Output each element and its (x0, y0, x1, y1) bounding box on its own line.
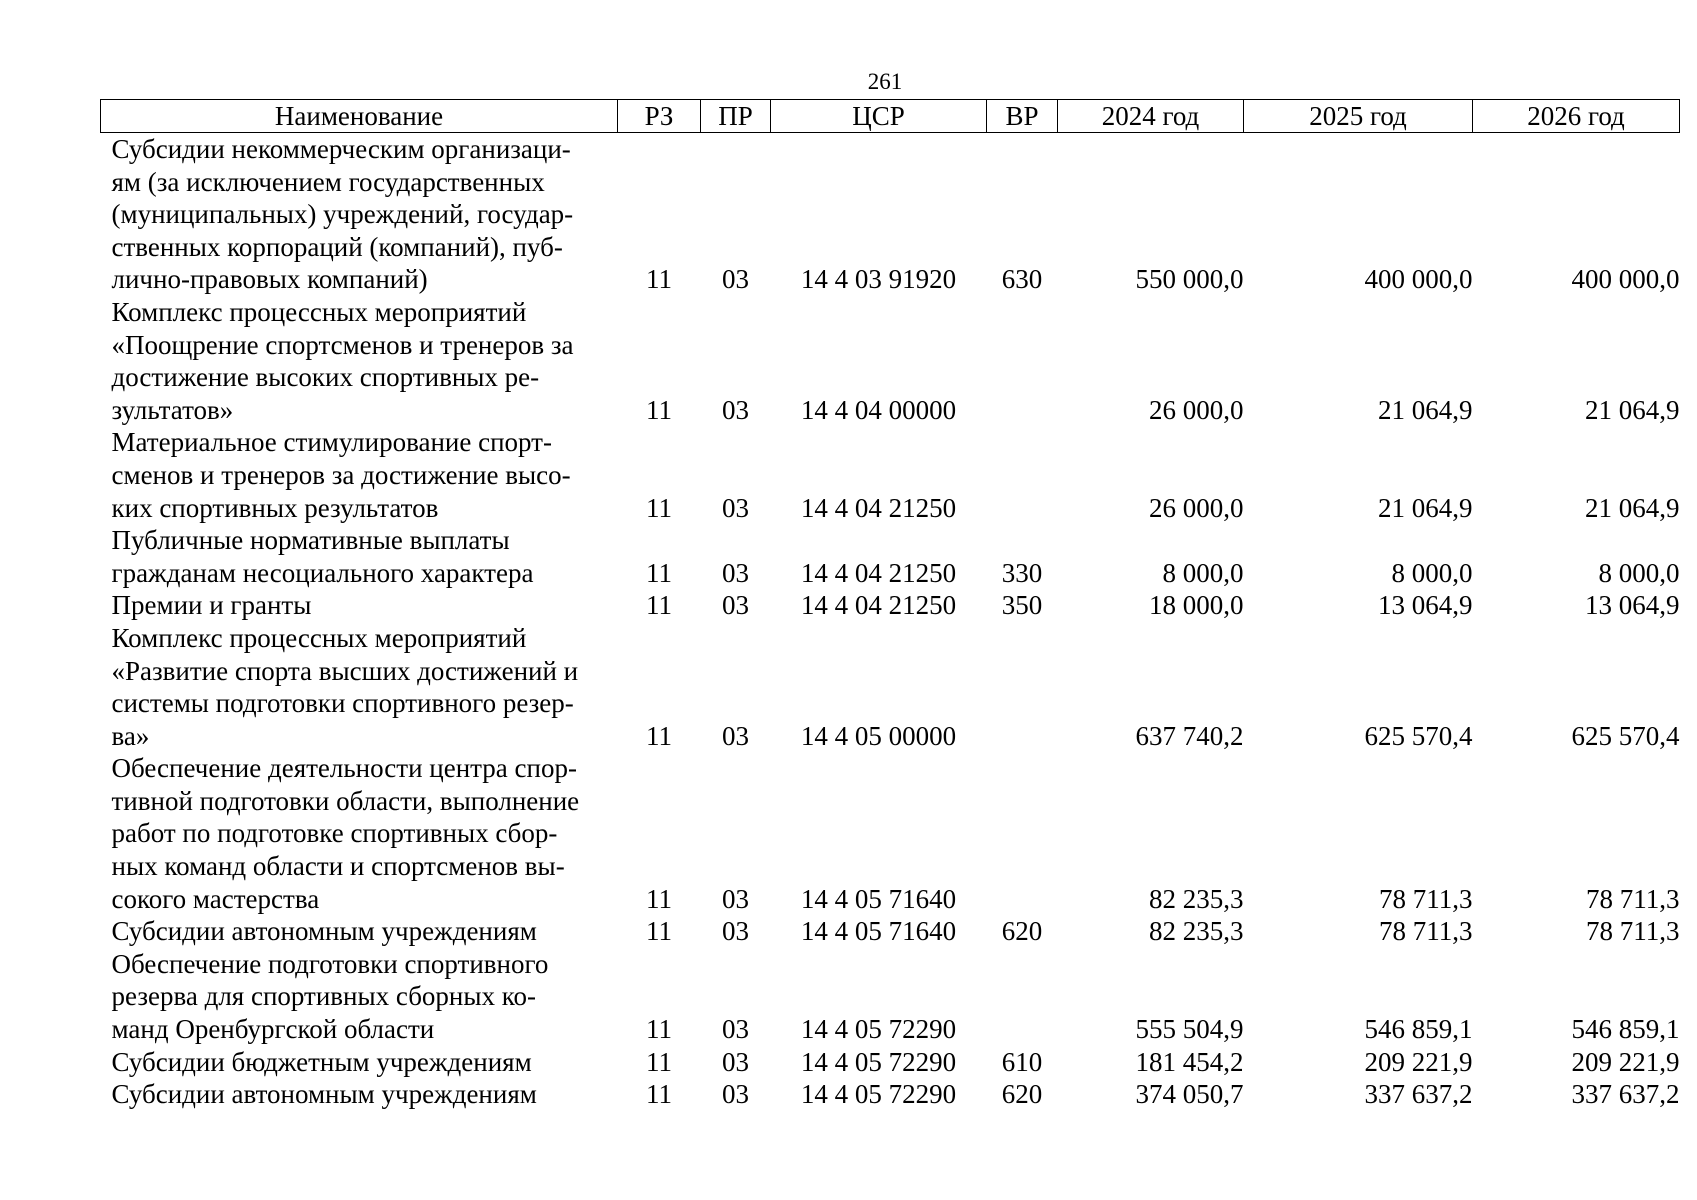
cell-vr: 610 (1001, 1046, 1043, 1077)
budget-table (100, 99, 1680, 1111)
cell-rz: 11 (646, 720, 672, 751)
name-line: Обеспечение подготовки спортивного (111, 948, 549, 979)
cell-vr (987, 296, 1058, 426)
cell-csr: 14 4 04 00000 (800, 394, 957, 425)
name-line: ва» (111, 720, 150, 751)
cell-2025: 625 570,4 (1364, 720, 1473, 751)
name-line: Субсидии автономным учреждениям (111, 1079, 537, 1110)
cell-pr: 03 (722, 264, 749, 295)
name-line: работ по подготовке спортивных сбор- (111, 818, 558, 849)
table-row (101, 296, 1680, 426)
cell-rz: 11 (646, 916, 672, 947)
cell-2025: 209 221,9 (1364, 1046, 1473, 1077)
cell-2025: 337 637,2 (1364, 1079, 1473, 1110)
cell-pr: 03 (722, 394, 749, 425)
cell-pr: 03 (722, 1046, 749, 1077)
cell-2025: 21 064,9 (1378, 394, 1473, 425)
cell-name (101, 296, 618, 426)
cell-2026: 21 064,9 (1585, 394, 1680, 425)
cell-name (101, 426, 618, 524)
name-line: манд Оренбургской области (111, 1014, 435, 1045)
cell-vr: 350 (1001, 590, 1043, 621)
cell-csr: 14 4 05 72290 (800, 1046, 957, 1077)
cell-name (101, 622, 618, 752)
cell-2026: 21 064,9 (1585, 492, 1680, 523)
cell-csr: 14 4 04 21250 (800, 590, 957, 621)
table-row (101, 1078, 1680, 1111)
table-body (101, 133, 1680, 1111)
cell-2026: 209 221,9 (1571, 1046, 1680, 1077)
cell-name (101, 589, 618, 622)
cell-2024: 82 235,3 (1149, 883, 1244, 914)
cell-pr: 03 (722, 590, 749, 621)
name-line: ям (за исключением государственных (111, 166, 545, 197)
cell-rz: 11 (646, 264, 672, 295)
cell-name (101, 1046, 618, 1079)
cell-2026: 400 000,0 (1571, 264, 1680, 295)
cell-rz: 11 (646, 1046, 672, 1077)
table-row (101, 589, 1680, 622)
name-line: ких спортивных результатов (111, 492, 439, 523)
cell-pr: 03 (722, 1014, 749, 1045)
header-pr: ПР (701, 100, 771, 133)
name-line: Материальное стимулирование спорт- (111, 427, 552, 458)
name-line: тивной подготовки области, выполнение (111, 785, 580, 816)
name-line: зультатов» (111, 394, 234, 425)
cell-csr: 14 4 04 21250 (800, 492, 957, 523)
name-line: Субсидии бюджетным учреждениям (111, 1046, 532, 1077)
cell-2024: 26 000,0 (1149, 492, 1244, 523)
cell-2026: 8 000,0 (1598, 557, 1680, 588)
cell-2024: 637 740,2 (1135, 720, 1244, 751)
cell-vr (987, 752, 1058, 915)
cell-2025: 21 064,9 (1378, 492, 1473, 523)
table-row (101, 622, 1680, 752)
cell-vr: 620 (1001, 1079, 1043, 1110)
header-2024: 2024 год (1058, 100, 1244, 133)
cell-pr: 03 (722, 720, 749, 751)
name-line: «Развитие спорта высших достижений и (111, 655, 579, 686)
page-number: 261 (867, 69, 903, 94)
cell-2025: 546 859,1 (1364, 1014, 1473, 1045)
cell-vr: 630 (1001, 264, 1043, 295)
name-line: Обеспечение деятельности центра спор- (111, 753, 577, 784)
cell-2026: 78 711,3 (1586, 883, 1680, 914)
cell-name (101, 1078, 618, 1111)
cell-csr: 14 4 04 21250 (800, 557, 957, 588)
cell-2024: 181 454,2 (1135, 1046, 1244, 1077)
cell-pr: 03 (722, 557, 749, 588)
name-line: (муниципальных) учреждений, государ- (111, 199, 574, 230)
header-csr: ЦСР (771, 100, 987, 133)
header-rz: РЗ (618, 100, 701, 133)
cell-csr: 14 4 05 71640 (800, 916, 957, 947)
cell-2025: 78 711,3 (1379, 916, 1473, 947)
name-line: Комплекс процессных мероприятий (111, 296, 527, 327)
cell-name (101, 133, 618, 296)
cell-rz: 11 (646, 883, 672, 914)
cell-2025: 8 000,0 (1391, 557, 1473, 588)
name-line: Субсидии автономным учреждениям (111, 916, 537, 947)
cell-name (101, 752, 618, 915)
cell-pr: 03 (722, 883, 749, 914)
cell-2024: 8 000,0 (1162, 557, 1244, 588)
cell-csr: 14 4 05 71640 (800, 883, 957, 914)
cell-2026: 337 637,2 (1571, 1079, 1680, 1110)
cell-rz: 11 (646, 394, 672, 425)
cell-csr: 14 4 05 00000 (800, 720, 957, 751)
cell-2026: 78 711,3 (1586, 916, 1680, 947)
cell-name (101, 948, 618, 1046)
cell-name (101, 524, 618, 589)
name-line: резерва для спортивных сборных ко- (111, 981, 537, 1012)
cell-vr: 330 (1001, 557, 1043, 588)
cell-csr: 14 4 05 72290 (800, 1014, 957, 1045)
cell-pr: 03 (722, 492, 749, 523)
cell-rz: 11 (646, 492, 672, 523)
cell-vr (987, 622, 1058, 752)
cell-rz: 11 (646, 557, 672, 588)
header-2026: 2026 год (1473, 100, 1680, 133)
name-line: Комплекс процессных мероприятий (111, 622, 527, 653)
table-header-row (101, 100, 1680, 133)
table-row (101, 426, 1680, 524)
table-row (101, 948, 1680, 1046)
cell-rz: 11 (646, 590, 672, 621)
cell-vr: 620 (1001, 916, 1043, 947)
cell-vr (987, 948, 1058, 1046)
cell-2026: 625 570,4 (1571, 720, 1680, 751)
name-line: Субсидии некоммерческим организаци- (111, 134, 571, 164)
name-line: лично-правовых компаний) (111, 264, 428, 295)
cell-2024: 555 504,9 (1135, 1014, 1244, 1045)
cell-csr: 14 4 05 72290 (800, 1079, 957, 1110)
name-line: гражданам несоциального характера (111, 557, 534, 588)
table-row (101, 1046, 1680, 1079)
header-name: Наименование (101, 100, 618, 133)
table-row (101, 752, 1680, 915)
cell-2025: 400 000,0 (1364, 264, 1473, 295)
cell-2024: 18 000,0 (1149, 590, 1244, 621)
cell-vr (987, 426, 1058, 524)
name-line: сменов и тренеров за достижение высо- (111, 459, 571, 490)
name-line: достижение высоких спортивных ре- (111, 362, 540, 393)
cell-name (101, 915, 618, 948)
cell-2025: 78 711,3 (1379, 883, 1473, 914)
cell-pr: 03 (722, 916, 749, 947)
table-row (101, 133, 1680, 296)
name-line: сокого мастерства (111, 883, 320, 914)
cell-2025: 13 064,9 (1378, 590, 1473, 621)
name-line: «Поощрение спортсменов и тренеров за (111, 329, 574, 360)
name-line: ных команд области и спортсменов вы- (111, 851, 565, 882)
cell-2026: 13 064,9 (1585, 590, 1680, 621)
cell-2024: 82 235,3 (1149, 916, 1244, 947)
cell-2024: 374 050,7 (1135, 1079, 1244, 1110)
cell-2026: 546 859,1 (1571, 1014, 1680, 1045)
cell-rz: 11 (646, 1079, 672, 1110)
name-line: Публичные нормативные выплаты (111, 525, 510, 556)
table-row (101, 915, 1680, 948)
cell-csr: 14 4 03 91920 (800, 264, 957, 295)
name-line: Премии и гранты (111, 590, 312, 621)
header-vr: ВР (987, 100, 1058, 133)
cell-2024: 550 000,0 (1135, 264, 1244, 295)
name-line: ственных корпораций (компаний), пуб- (111, 231, 563, 262)
cell-2024: 26 000,0 (1149, 394, 1244, 425)
header-2025: 2025 год (1244, 100, 1473, 133)
name-line: системы подготовки спортивного резер- (111, 688, 574, 719)
cell-pr: 03 (722, 1079, 749, 1110)
table-row (101, 524, 1680, 589)
cell-rz: 11 (646, 1014, 672, 1045)
